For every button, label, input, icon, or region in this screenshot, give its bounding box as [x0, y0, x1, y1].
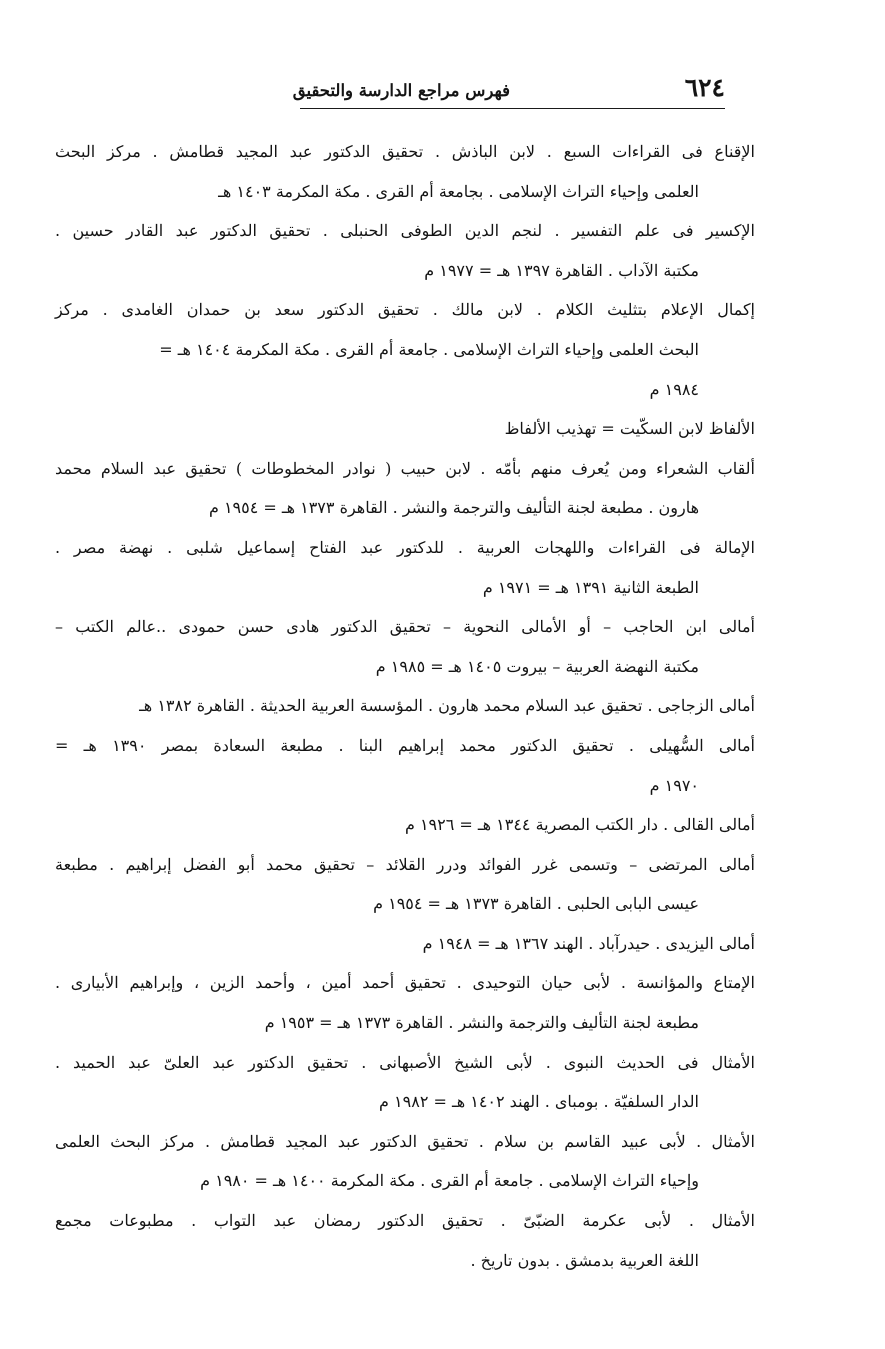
entry-first-line: أمالى الزجاجى . تحقيق عبد السلام محمد هارون . المؤسسة العربية الحديثة . القاهرة ١٣٨٢ هـ — [139, 696, 755, 716]
bibliography-list — [55, 132, 755, 1280]
entry-continuation-line: هارون . مطبعة لجنة التأليف والترجمة والنشر . القاهرة ١٣٧٣ هـ = ١٩٥٤ م — [208, 498, 699, 518]
bibliography-entry — [55, 924, 755, 964]
bibliography-entry — [55, 726, 755, 805]
bibliography-entry — [55, 805, 755, 845]
entry-continuation-line: ١٩٨٤ م — [649, 379, 699, 399]
entry-first-line: الإمالة فى القراءات واللهجات العربية . للدكتور عبد الفتاح إسماعيل شلبى . نهضة مصر . — [55, 537, 755, 557]
page-header — [292, 72, 725, 109]
bibliography-entry — [55, 686, 755, 726]
entry-first-line: الإكسير فى علم التفسير . لنجم الدين الطوفى الحنبلى . تحقيق الدكتور عبد القادر حسين . — [55, 221, 755, 241]
entry-first-line: الأمثال . لأبى عبيد القاسم بن سلام . تحقيق الدكتور عبد المجيد قطامش . مركز البحث العلمى — [55, 1131, 755, 1151]
entry-first-line: الإمتاع والمؤانسة . لأبى حيان التوحيدى . تحقيق أحمد أمين ، وأحمد الزين ، وإبراهيم الأبيارى . — [55, 973, 755, 993]
entry-continuation-line: العلمى وإحياء التراث الإسلامى . بجامعة أم القرى . مكة المكرمة ١٤٠٣ هـ — [218, 181, 699, 201]
entry-continuation-line: البحث العلمى وإحياء التراث الإسلامى . جامعة أم القرى . مكة المكرمة ١٤٠٤ هـ = — [159, 339, 699, 359]
entry-continuation-line: عيسى البابى الحلبى . القاهرة ١٣٧٣ هـ = ١٩٥٤ م — [373, 894, 699, 914]
bibliography-entry — [55, 963, 755, 1042]
bibliography-entry — [55, 409, 755, 449]
entry-first-line: الأمثال . لأبى عكرمة الضبّىّ . تحقيق الدكتور رمضان عبد التواب . مطبوعات مجمع — [55, 1211, 755, 1231]
entry-first-line: أمالى السُّهيلى . تحقيق الدكتور محمد إبراهيم البنا . مطبعة السعادة بمصر ١٣٩٠ هـ = — [55, 735, 756, 755]
entry-first-line: ألقاب الشعراء ومن يُعرف منهم بأمّه . لابن حبيب ( نوادر المخطوطات ) تحقيق عبد السلام محمد — [55, 458, 755, 478]
bibliography-entry — [55, 1201, 755, 1280]
bibliography-entry — [55, 132, 755, 211]
entry-continuation-line: وإحياء التراث الإسلامى . جامعة أم القرى . مكة المكرمة ١٤٠٠ هـ = ١٩٨٠ م — [200, 1171, 699, 1191]
entry-continuation-line: الطبعة الثانية ١٣٩١ هـ = ١٩٧١ م — [482, 577, 699, 597]
entry-continuation-line: مطبعة لجنة التأليف والترجمة والنشر . القاهرة ١٣٧٣ هـ = ١٩٥٣ م — [264, 1013, 699, 1033]
bibliography-entry — [55, 607, 755, 686]
entry-first-line: أمالى القالى . دار الكتب المصرية ١٣٤٤ هـ = ١٩٢٦ م — [404, 815, 755, 835]
entry-continuation-line: الدار السلفيّة . بومباى . الهند ١٤٠٢ هـ = ١٩٨٢ م — [379, 1092, 699, 1112]
entry-first-line: إكمال الإعلام بتثليث الكلام . لابن مالك . تحقيق الدكتور سعد بن حمدان الغامدى . مركز — [55, 300, 755, 320]
entry-continuation-line: اللغة العربية بدمشق . بدون تاريخ . — [470, 1250, 699, 1270]
entry-continuation-line: مكتبة النهضة العربية – بيروت ١٤٠٥ هـ = ١٩٨٥ م — [375, 656, 699, 676]
entry-first-line: أمالى المرتضى – وتسمى غرر الفوائد ودرر القلائد – تحقيق محمد أبو الفضل إبراهيم . مطبعة — [55, 854, 755, 874]
entry-continuation-line: مكتبة الآداب . القاهرة ١٣٩٧ هـ = ١٩٧٧ م — [424, 260, 699, 280]
entry-first-line: أمالى ابن الحاجب – أو الأمالى النحوية – تحقيق الدكتور هادى حسن حمودى ..عالم الكتب – — [55, 617, 755, 637]
bibliography-entry — [55, 211, 755, 290]
entry-first-line: الإقناع فى القراءات السبع . لابن الباذش . تحقيق الدكتور عبد المجيد قطامش . مركز البحث — [55, 142, 755, 161]
bibliography-entry — [55, 845, 755, 924]
bibliography-entry — [55, 1043, 755, 1122]
bibliography-entry — [55, 528, 755, 607]
running-title: فهرس مراجع الدارسة والتحقيق — [292, 81, 510, 100]
page-number: ٦٢٤ — [684, 73, 725, 102]
bibliography-entry — [55, 290, 755, 409]
bibliography-entry — [55, 1122, 755, 1201]
entry-first-line: الألفاظ لابن السكّيت = تهذيب الألفاظ — [504, 419, 755, 439]
entry-continuation-line: ١٩٧٠ م — [649, 775, 699, 795]
entry-first-line: الأمثال فى الحديث النبوى . لأبى الشيخ الأصبهانى . تحقيق الدكتور عبد العلىّ عبد الحميد . — [55, 1052, 755, 1072]
entry-first-line: أمالى اليزيدى . حيدرآباد . الهند ١٣٦٧ هـ = ١٩٤٨ م — [422, 933, 755, 953]
bibliography-entry — [55, 449, 755, 528]
